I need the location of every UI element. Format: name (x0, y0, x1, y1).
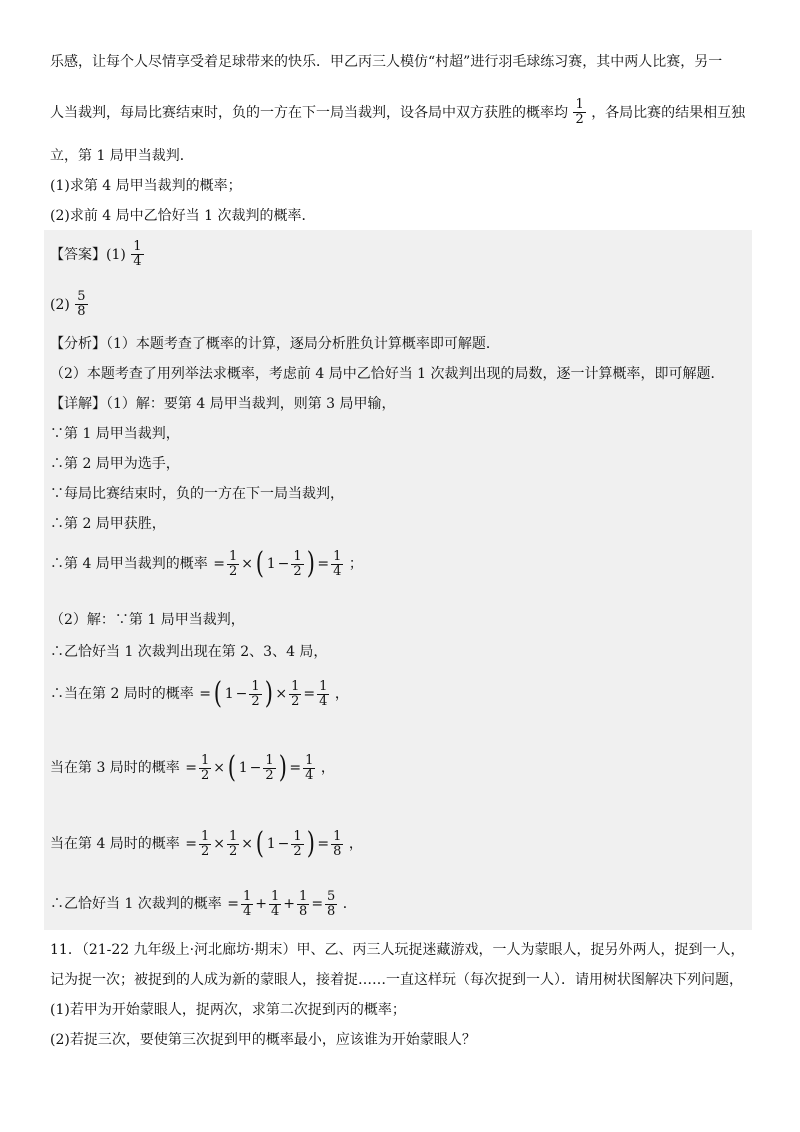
answer-1-fraction: $\frac{1}{4}$ (133, 239, 142, 269)
formula-game4-ref: = $\frac{1}{2}$ ×( 1 − $\frac{1}{2}$ ) = $\frac{1}{4}$ (213, 546, 342, 581)
analysis-line-2: （2）本题考查了用列举法求概率，考虑前 4 局中乙恰好当 1 次裁判出现的局数，逐一计算概率，即可解题． (50, 366, 725, 382)
question-1: (1)求第 4 局甲当裁判的概率； (50, 178, 242, 194)
detail-part2-line-2: ∴乙恰好当 1 次裁判出现在第 2、3、4 局， (50, 644, 328, 660)
detail-line-1: 【详解】（1）解：要第 4 局甲当裁判，则第 3 局甲输， (50, 396, 396, 412)
problem-line-2 (50, 98, 745, 127)
analysis-line-1: 【分析】（1）本题考查了概率的计算，逐局分析胜负计算概率即可解题． (50, 336, 500, 352)
detail-part2-line-1: （2）解：∵第 1 局甲当裁判， (50, 612, 245, 628)
answer-label: 【答案】(1) (50, 246, 126, 263)
problem-line-2-end: ，各局比赛的结果相互独 (591, 104, 746, 121)
detail-part2-line-3: ∴当在第 2 局时的概率 =( 1 − $\frac{1}{2}$ ) × $\frac{1}{2}$ = $\frac{1}{4}$ ， (50, 676, 349, 711)
answer-line-2 (50, 290, 89, 319)
fraction-half: $\frac{1}{2}$ (575, 97, 584, 127)
problem-line-3: 立，第 1 局甲当裁判． (50, 148, 194, 164)
formula-total: = $\frac{1}{4}$ + $\frac{1}{4}$ + $\frac{1}{8}$ = $\frac{5}{8}$ (227, 888, 336, 919)
formula-game3: = $\frac{1}{2}$ ×( 1 − $\frac{1}{2}$ ) = $\frac{1}{4}$ (185, 750, 314, 785)
formula-game2: =( 1 − $\frac{1}{2}$ ) × $\frac{1}{2}$ = $\frac{1}{4}$ (199, 676, 328, 711)
answer-2-fraction: $\frac{5}{8}$ (77, 289, 86, 319)
detail-part2-line-5: 当在第 4 局时的概率 = $\frac{1}{2}$ × $\frac{1}{2}$ ×( 1 − $\frac{1}{2}$ ) = $\frac{1}{8}$ ， (50, 826, 363, 861)
detail-part2-line-4: 当在第 3 局时的概率 = $\frac{1}{2}$ ×( 1 − $\frac{1}{2}$ ) = $\frac{1}{4}$ ， (50, 750, 335, 785)
detail-line-6: ∴第 4 局甲当裁判的概率 = $\frac{1}{2}$ ×( 1 − $\frac{1}{2}$ ) = $\frac{1}{4}$ ； (50, 546, 363, 581)
next-question-1: (1)若甲为开始蒙眼人，捉两次，求第二次捉到丙的概率； (50, 1002, 406, 1018)
answer-part-2-label: (2) (50, 296, 70, 313)
detail-line-3: ∴第 2 局甲为选手， (50, 456, 180, 472)
problem-line-1: 乐感，让每个人尽情享受着足球带来的快乐．甲乙丙三人模仿“村超”进行羽毛球练习赛，其中两人比赛，另一 (50, 54, 723, 70)
question-2: (2)求前 4 局中乙恰好当 1 次裁判的概率． (50, 208, 316, 224)
next-question-2: (2)若捉三次，要使第三次捉到甲的概率最小，应该谁为开始蒙眼人？ (50, 1032, 476, 1048)
next-problem-line-1: 11．（21-22 九年级上·河北廊坊·期末）甲、乙、丙三人玩捉迷藏游戏，一人为蒙眼人，捉另外两人，捉到一人， (50, 942, 745, 958)
formula-game4: = $\frac{1}{2}$ × $\frac{1}{2}$ ×( 1 − $\frac{1}{2}$ ) = $\frac{1}{8}$ (185, 826, 342, 861)
detail-line-6-text: ∴第 4 局甲当裁判的概率 (50, 556, 208, 572)
next-problem-line-2: 记为捉一次；被捉到的人成为新的蒙眼人，接着捉……一直这样玩（每次捉到一人）．请用树状图解决下列问题， (50, 972, 743, 988)
detail-line-2: ∵第 1 局甲当裁判， (50, 426, 180, 442)
answer-line-1 (50, 240, 145, 269)
detail-part2-line-6: ∴乙恰好当 1 次裁判的概率 = $\frac{1}{4}$ + $\frac{1}{4}$ + $\frac{1}{8}$ = $\frac{5}{8}$ ． (50, 886, 357, 922)
detail-line-5: ∴第 2 局甲获胜， (50, 516, 166, 532)
detail-line-4: ∵每局比赛结束时，负的一方在下一局当裁判， (50, 486, 344, 502)
problem-line-2-text: 人当裁判，每局比赛结束时，负的一方在下一局当裁判，设各局中双方获胜的概率均 (50, 104, 568, 121)
